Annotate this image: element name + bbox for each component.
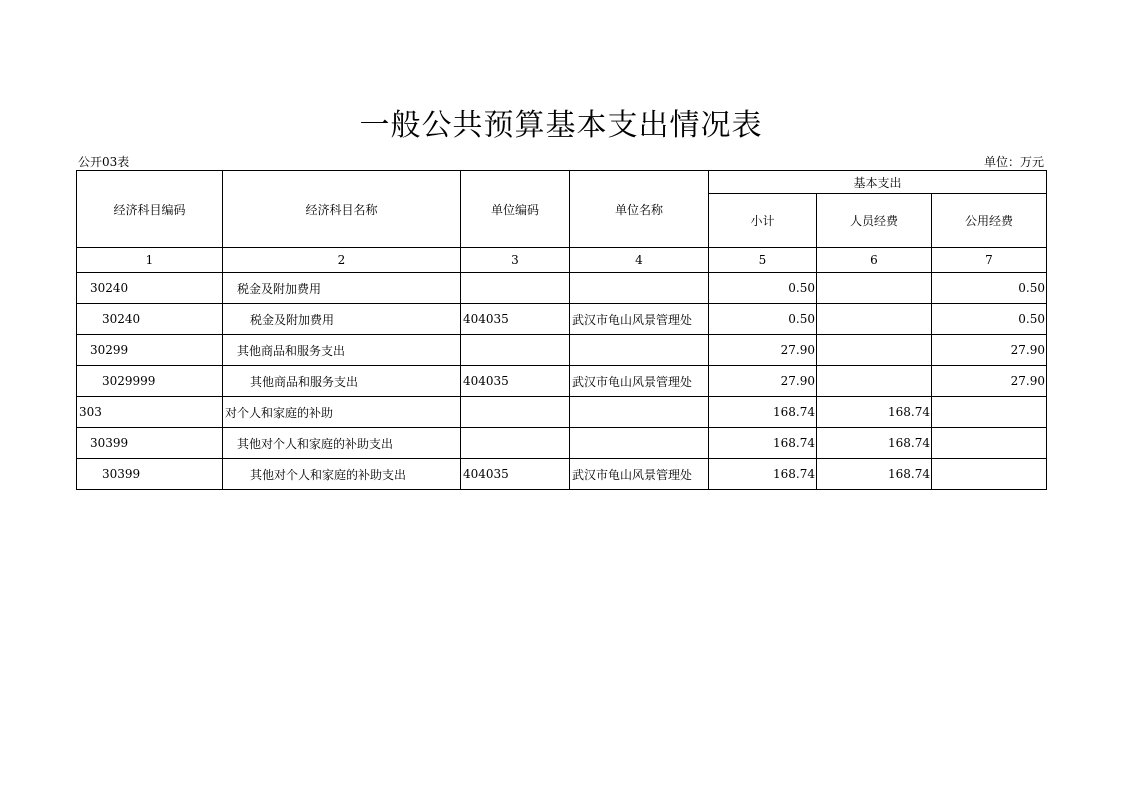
personnel-cell xyxy=(817,366,932,397)
personnel-cell xyxy=(817,273,932,304)
public-cell xyxy=(932,459,1047,490)
subtotal-cell: 168.74 xyxy=(709,428,817,459)
public-cell xyxy=(932,397,1047,428)
table-row xyxy=(77,397,1047,428)
unit-code-cell xyxy=(461,273,570,304)
unit-label: 单位：万元 xyxy=(983,155,1044,169)
page-title: 一般公共预算基本支出情况表 xyxy=(359,108,763,143)
public-cell: 27.90 xyxy=(932,335,1047,366)
unit-code-cell xyxy=(461,335,570,366)
budget-table xyxy=(76,170,1047,490)
subtotal-cell: 168.74 xyxy=(709,397,817,428)
unit-name-cell xyxy=(570,428,709,459)
econ-name-cell: 税金及附加费用 xyxy=(223,273,461,304)
econ-code-cell: 30399 xyxy=(77,459,223,490)
personnel-cell: 168.74 xyxy=(817,459,932,490)
header-unit-name: 单位名称 xyxy=(570,171,709,248)
table-row xyxy=(77,335,1047,366)
index-cell: 1 xyxy=(77,248,223,273)
unit-name-cell: 武汉市龟山风景管理处 xyxy=(570,459,709,490)
public-cell: 27.90 xyxy=(932,366,1047,397)
header-personnel: 人员经费 xyxy=(817,194,932,248)
index-cell: 4 xyxy=(570,248,709,273)
header-public: 公用经费 xyxy=(932,194,1047,248)
econ-name-cell: 对个人和家庭的补助 xyxy=(223,397,461,428)
unit-code-cell xyxy=(461,397,570,428)
econ-code-cell: 303 xyxy=(77,397,223,428)
form-number: 公开03表 xyxy=(78,155,130,169)
header-econ-code: 经济科目编码 xyxy=(77,171,223,248)
personnel-cell xyxy=(817,335,932,366)
index-cell: 3 xyxy=(461,248,570,273)
econ-code-cell: 30399 xyxy=(77,428,223,459)
table-body xyxy=(77,273,1047,490)
unit-name-cell xyxy=(570,273,709,304)
unit-name-cell: 武汉市龟山风景管理处 xyxy=(570,304,709,335)
unit-name-cell xyxy=(570,397,709,428)
header-basic-expense: 基本支出 xyxy=(709,171,1047,194)
subtotal-cell: 168.74 xyxy=(709,459,817,490)
unit-code-cell: 404035 xyxy=(461,304,570,335)
unit-name-cell: 武汉市龟山风景管理处 xyxy=(570,366,709,397)
index-row xyxy=(77,248,1047,273)
econ-name-cell: 税金及附加费用 xyxy=(223,304,461,335)
header-econ-name: 经济科目名称 xyxy=(223,171,461,248)
index-cell: 2 xyxy=(223,248,461,273)
subtotal-cell: 0.50 xyxy=(709,304,817,335)
subtotal-cell: 27.90 xyxy=(709,366,817,397)
econ-name-cell: 其他商品和服务支出 xyxy=(223,335,461,366)
subtotal-cell: 0.50 xyxy=(709,273,817,304)
index-cell: 5 xyxy=(709,248,817,273)
index-cell: 7 xyxy=(932,248,1047,273)
econ-code-cell: 3029999 xyxy=(77,366,223,397)
econ-name-cell: 其他商品和服务支出 xyxy=(223,366,461,397)
unit-name-cell xyxy=(570,335,709,366)
public-cell xyxy=(932,428,1047,459)
table-row xyxy=(77,273,1047,304)
unit-code-cell: 404035 xyxy=(461,366,570,397)
header-unit-code: 单位编码 xyxy=(461,171,570,248)
header-subtotal: 小计 xyxy=(709,194,817,248)
personnel-cell: 168.74 xyxy=(817,428,932,459)
personnel-cell xyxy=(817,304,932,335)
public-cell: 0.50 xyxy=(932,304,1047,335)
table-row xyxy=(77,428,1047,459)
econ-code-cell: 30240 xyxy=(77,304,223,335)
table-row xyxy=(77,459,1047,490)
unit-code-cell: 404035 xyxy=(461,459,570,490)
index-cell: 6 xyxy=(817,248,932,273)
unit-code-cell xyxy=(461,428,570,459)
personnel-cell: 168.74 xyxy=(817,397,932,428)
public-cell: 0.50 xyxy=(932,273,1047,304)
subtotal-cell: 27.90 xyxy=(709,335,817,366)
econ-name-cell: 其他对个人和家庭的补助支出 xyxy=(223,428,461,459)
econ-code-cell: 30299 xyxy=(77,335,223,366)
table-row xyxy=(77,366,1047,397)
econ-name-cell: 其他对个人和家庭的补助支出 xyxy=(223,459,461,490)
table-header xyxy=(77,171,1047,273)
table-row xyxy=(77,304,1047,335)
econ-code-cell: 30240 xyxy=(77,273,223,304)
